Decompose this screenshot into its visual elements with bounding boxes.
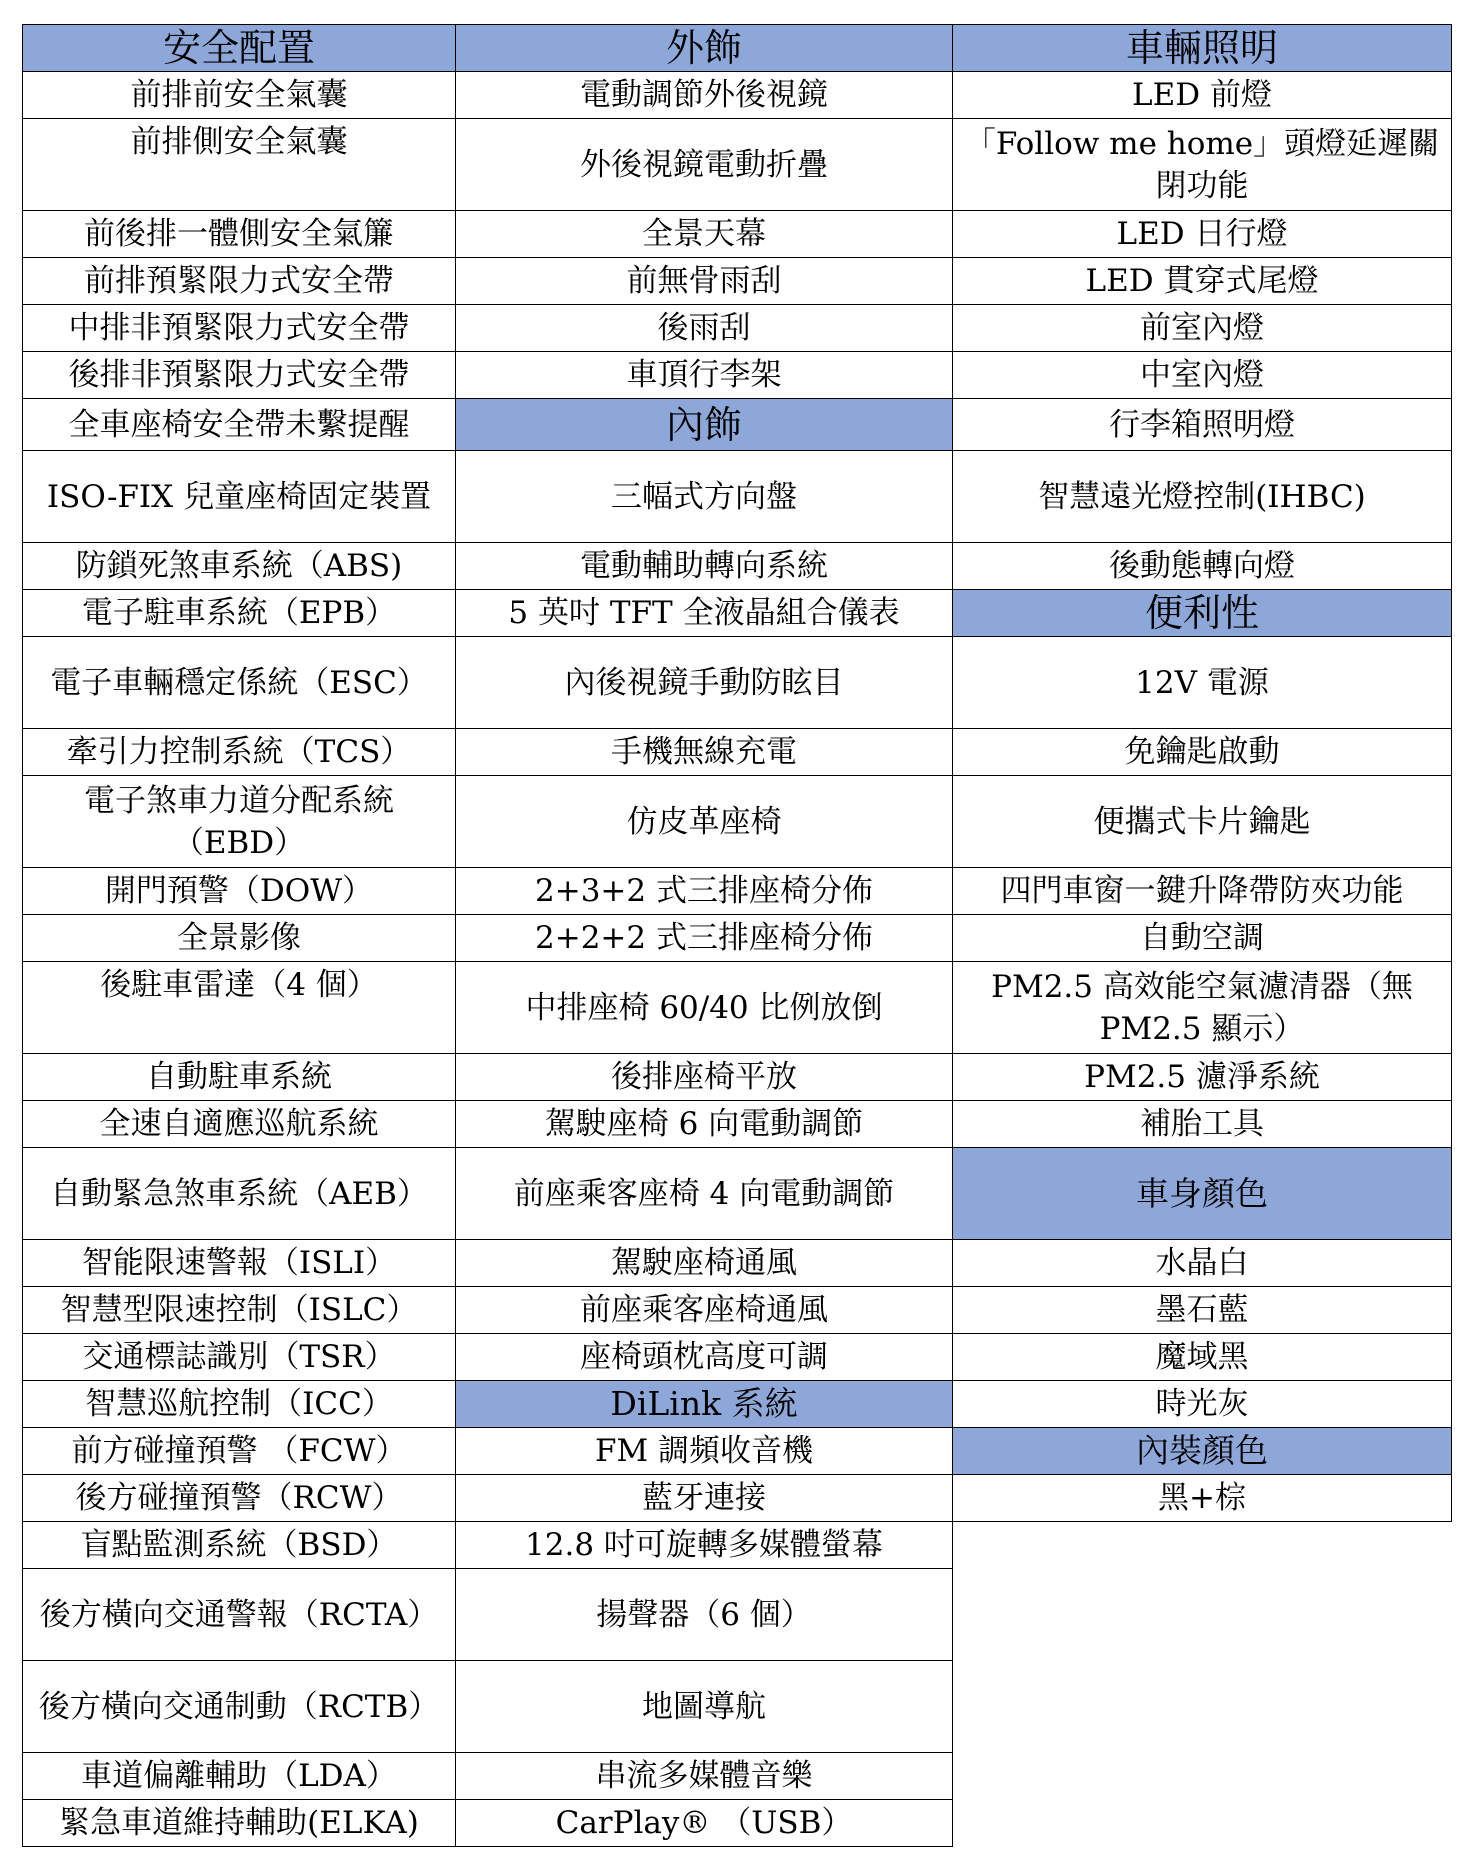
- interior-item: 手機無線充電: [456, 729, 953, 776]
- safety-item: 智慧型限速控制（ISLC）: [23, 1287, 456, 1334]
- table-row: [23, 543, 1452, 590]
- table-row: [23, 451, 1452, 543]
- table-row: [23, 1381, 1452, 1428]
- safety-item: 智能限速警報（ISLI）: [23, 1240, 456, 1287]
- safety-item: 電子駐車系統（EPB）: [23, 590, 456, 637]
- dilink-item: 藍牙連接: [456, 1475, 953, 1522]
- safety-item: 前排預緊限力式安全帶: [23, 258, 456, 305]
- table-row: [23, 305, 1452, 352]
- lighting-item: 行李箱照明燈: [953, 399, 1452, 451]
- table-row: [23, 776, 1452, 868]
- table-row: [23, 1334, 1452, 1381]
- safety-item: 前排前安全氣囊: [23, 72, 456, 119]
- empty-cell: [953, 1522, 1452, 1847]
- safety-item: 自動駐車系統: [23, 1054, 456, 1101]
- safety-item: 前後排一體側安全氣簾: [23, 211, 456, 258]
- body-color-item: 魔域黑: [953, 1334, 1452, 1381]
- interior-item: 三幅式方向盤: [456, 451, 953, 543]
- interior-item: 駕駛座椅通風: [456, 1240, 953, 1287]
- interior-item: 後排座椅平放: [456, 1054, 953, 1101]
- safety-item: 車道偏離輔助（LDA）: [23, 1753, 456, 1800]
- table-row: [23, 25, 1452, 72]
- table-row: [23, 637, 1452, 729]
- safety-item: 後駐車雷達（4 個）: [23, 962, 456, 1054]
- lighting-item: 中室內燈: [953, 352, 1452, 399]
- table-row: [23, 72, 1452, 119]
- safety-item: 自動緊急煞車系統（AEB）: [23, 1148, 456, 1240]
- safety-item: 牽引力控制系統（TCS）: [23, 729, 456, 776]
- safety-item: 全車座椅安全帶未繫提醒: [23, 399, 456, 451]
- safety-item: 後方橫向交通警報（RCTA）: [23, 1569, 456, 1661]
- safety-item: 中排非預緊限力式安全帶: [23, 305, 456, 352]
- section-header-body-color: 車身顏色: [953, 1148, 1452, 1240]
- interior-item: 前座乘客座椅 4 向電動調節: [456, 1148, 953, 1240]
- table-row: [23, 352, 1452, 399]
- interior-item: 5 英吋 TFT 全液晶組合儀表: [456, 590, 953, 637]
- exterior-item: 後雨刮: [456, 305, 953, 352]
- convenience-item: 自動空調: [953, 915, 1452, 962]
- body-color-item: 時光灰: [953, 1381, 1452, 1428]
- table-row: [23, 119, 1452, 211]
- interior-item: 駕駛座椅 6 向電動調節: [456, 1101, 953, 1148]
- section-header-exterior: 外飾: [456, 25, 953, 72]
- section-header-interior-color: 內裝顏色: [953, 1428, 1452, 1475]
- table-row: [23, 1475, 1452, 1522]
- convenience-item: 補胎工具: [953, 1101, 1452, 1148]
- table-row: [23, 211, 1452, 258]
- section-header-convenience: 便利性: [953, 590, 1452, 637]
- spec-table: [22, 24, 1452, 1847]
- table-row: [23, 1054, 1452, 1101]
- table-row: [23, 590, 1452, 637]
- interior-item: 電動輔助轉向系統: [456, 543, 953, 590]
- table-row: [23, 1101, 1452, 1148]
- safety-item: 交通標誌識別（TSR）: [23, 1334, 456, 1381]
- table-row: [23, 962, 1452, 1054]
- table-row: [23, 729, 1452, 776]
- convenience-item: 四門車窗一鍵升降帶防夾功能: [953, 868, 1452, 915]
- body-color-item: 水晶白: [953, 1240, 1452, 1287]
- dilink-item: 串流多媒體音樂: [456, 1753, 953, 1800]
- table-row: [23, 868, 1452, 915]
- lighting-item: LED 日行燈: [953, 211, 1452, 258]
- safety-item: 開門預警（DOW）: [23, 868, 456, 915]
- safety-item: ISO-FIX 兒童座椅固定裝置: [23, 451, 456, 543]
- convenience-item: PM2.5 濾淨系統: [953, 1054, 1452, 1101]
- section-header-dilink: DiLink 系統: [456, 1381, 953, 1428]
- safety-item: 防鎖死煞車系統（ABS): [23, 543, 456, 590]
- safety-item: 全速自適應巡航系統: [23, 1101, 456, 1148]
- section-header-interior: 內飾: [456, 399, 953, 451]
- safety-item: 後方碰撞預警（RCW）: [23, 1475, 456, 1522]
- section-header-safety: 安全配置: [23, 25, 456, 72]
- dilink-item: 地圖導航: [456, 1661, 953, 1753]
- interior-item: 中排座椅 60/40 比例放倒: [456, 962, 953, 1054]
- dilink-item: 揚聲器（6 個）: [456, 1569, 953, 1661]
- dilink-item: FM 調頻收音機: [456, 1428, 953, 1475]
- interior-item: 2+2+2 式三排座椅分佈: [456, 915, 953, 962]
- interior-item: 前座乘客座椅通風: [456, 1287, 953, 1334]
- section-header-lighting: 車輛照明: [953, 25, 1452, 72]
- interior-item: 座椅頭枕高度可調: [456, 1334, 953, 1381]
- convenience-item: 12V 電源: [953, 637, 1452, 729]
- exterior-item: 前無骨雨刮: [456, 258, 953, 305]
- safety-item: 後方橫向交通制動（RCTB）: [23, 1661, 456, 1753]
- interior-item: 內後視鏡手動防眩目: [456, 637, 953, 729]
- lighting-item: 後動態轉向燈: [953, 543, 1452, 590]
- lighting-item: 智慧遠光燈控制(IHBC): [953, 451, 1452, 543]
- safety-item: 後排非預緊限力式安全帶: [23, 352, 456, 399]
- table-row: [23, 399, 1452, 451]
- convenience-item: 便攜式卡片鑰匙: [953, 776, 1452, 868]
- safety-item: 前排側安全氣囊: [23, 119, 456, 211]
- table-row: [23, 1522, 1452, 1569]
- convenience-item: PM2.5 高效能空氣濾清器（無 PM2.5 顯示）: [953, 962, 1452, 1054]
- table-row: [23, 258, 1452, 305]
- interior-item: 2+3+2 式三排座椅分佈: [456, 868, 953, 915]
- exterior-item: 車頂行李架: [456, 352, 953, 399]
- exterior-item: 全景天幕: [456, 211, 953, 258]
- body-color-item: 墨石藍: [953, 1287, 1452, 1334]
- dilink-item: 12.8 吋可旋轉多媒體螢幕: [456, 1522, 953, 1569]
- convenience-item: 免鑰匙啟動: [953, 729, 1452, 776]
- safety-item: 電子車輛穩定係統（ESC）: [23, 637, 456, 729]
- lighting-item: LED 前燈: [953, 72, 1452, 119]
- interior-color-item: 黑+棕: [953, 1475, 1452, 1522]
- safety-item: 智慧巡航控制（ICC）: [23, 1381, 456, 1428]
- safety-item: 全景影像: [23, 915, 456, 962]
- safety-item: 緊急車道維持輔助(ELKA): [23, 1800, 456, 1847]
- exterior-item: 電動調節外後視鏡: [456, 72, 953, 119]
- table-row: [23, 1287, 1452, 1334]
- table-row: [23, 1240, 1452, 1287]
- table-row: [23, 915, 1452, 962]
- table-row: [23, 1428, 1452, 1475]
- table-row: [23, 1148, 1452, 1240]
- safety-item: 盲點監測系統（BSD）: [23, 1522, 456, 1569]
- interior-item: 仿皮革座椅: [456, 776, 953, 868]
- dilink-item: CarPlay® （USB）: [456, 1800, 953, 1847]
- safety-item: 電子煞車力道分配系統（EBD）: [23, 776, 456, 868]
- exterior-item: 外後視鏡電動折疊: [456, 119, 953, 211]
- lighting-item: 「Follow me home」頭燈延遲關閉功能: [953, 119, 1452, 211]
- lighting-item: 前室內燈: [953, 305, 1452, 352]
- lighting-item: LED 貫穿式尾燈: [953, 258, 1452, 305]
- safety-item: 前方碰撞預警 （FCW）: [23, 1428, 456, 1475]
